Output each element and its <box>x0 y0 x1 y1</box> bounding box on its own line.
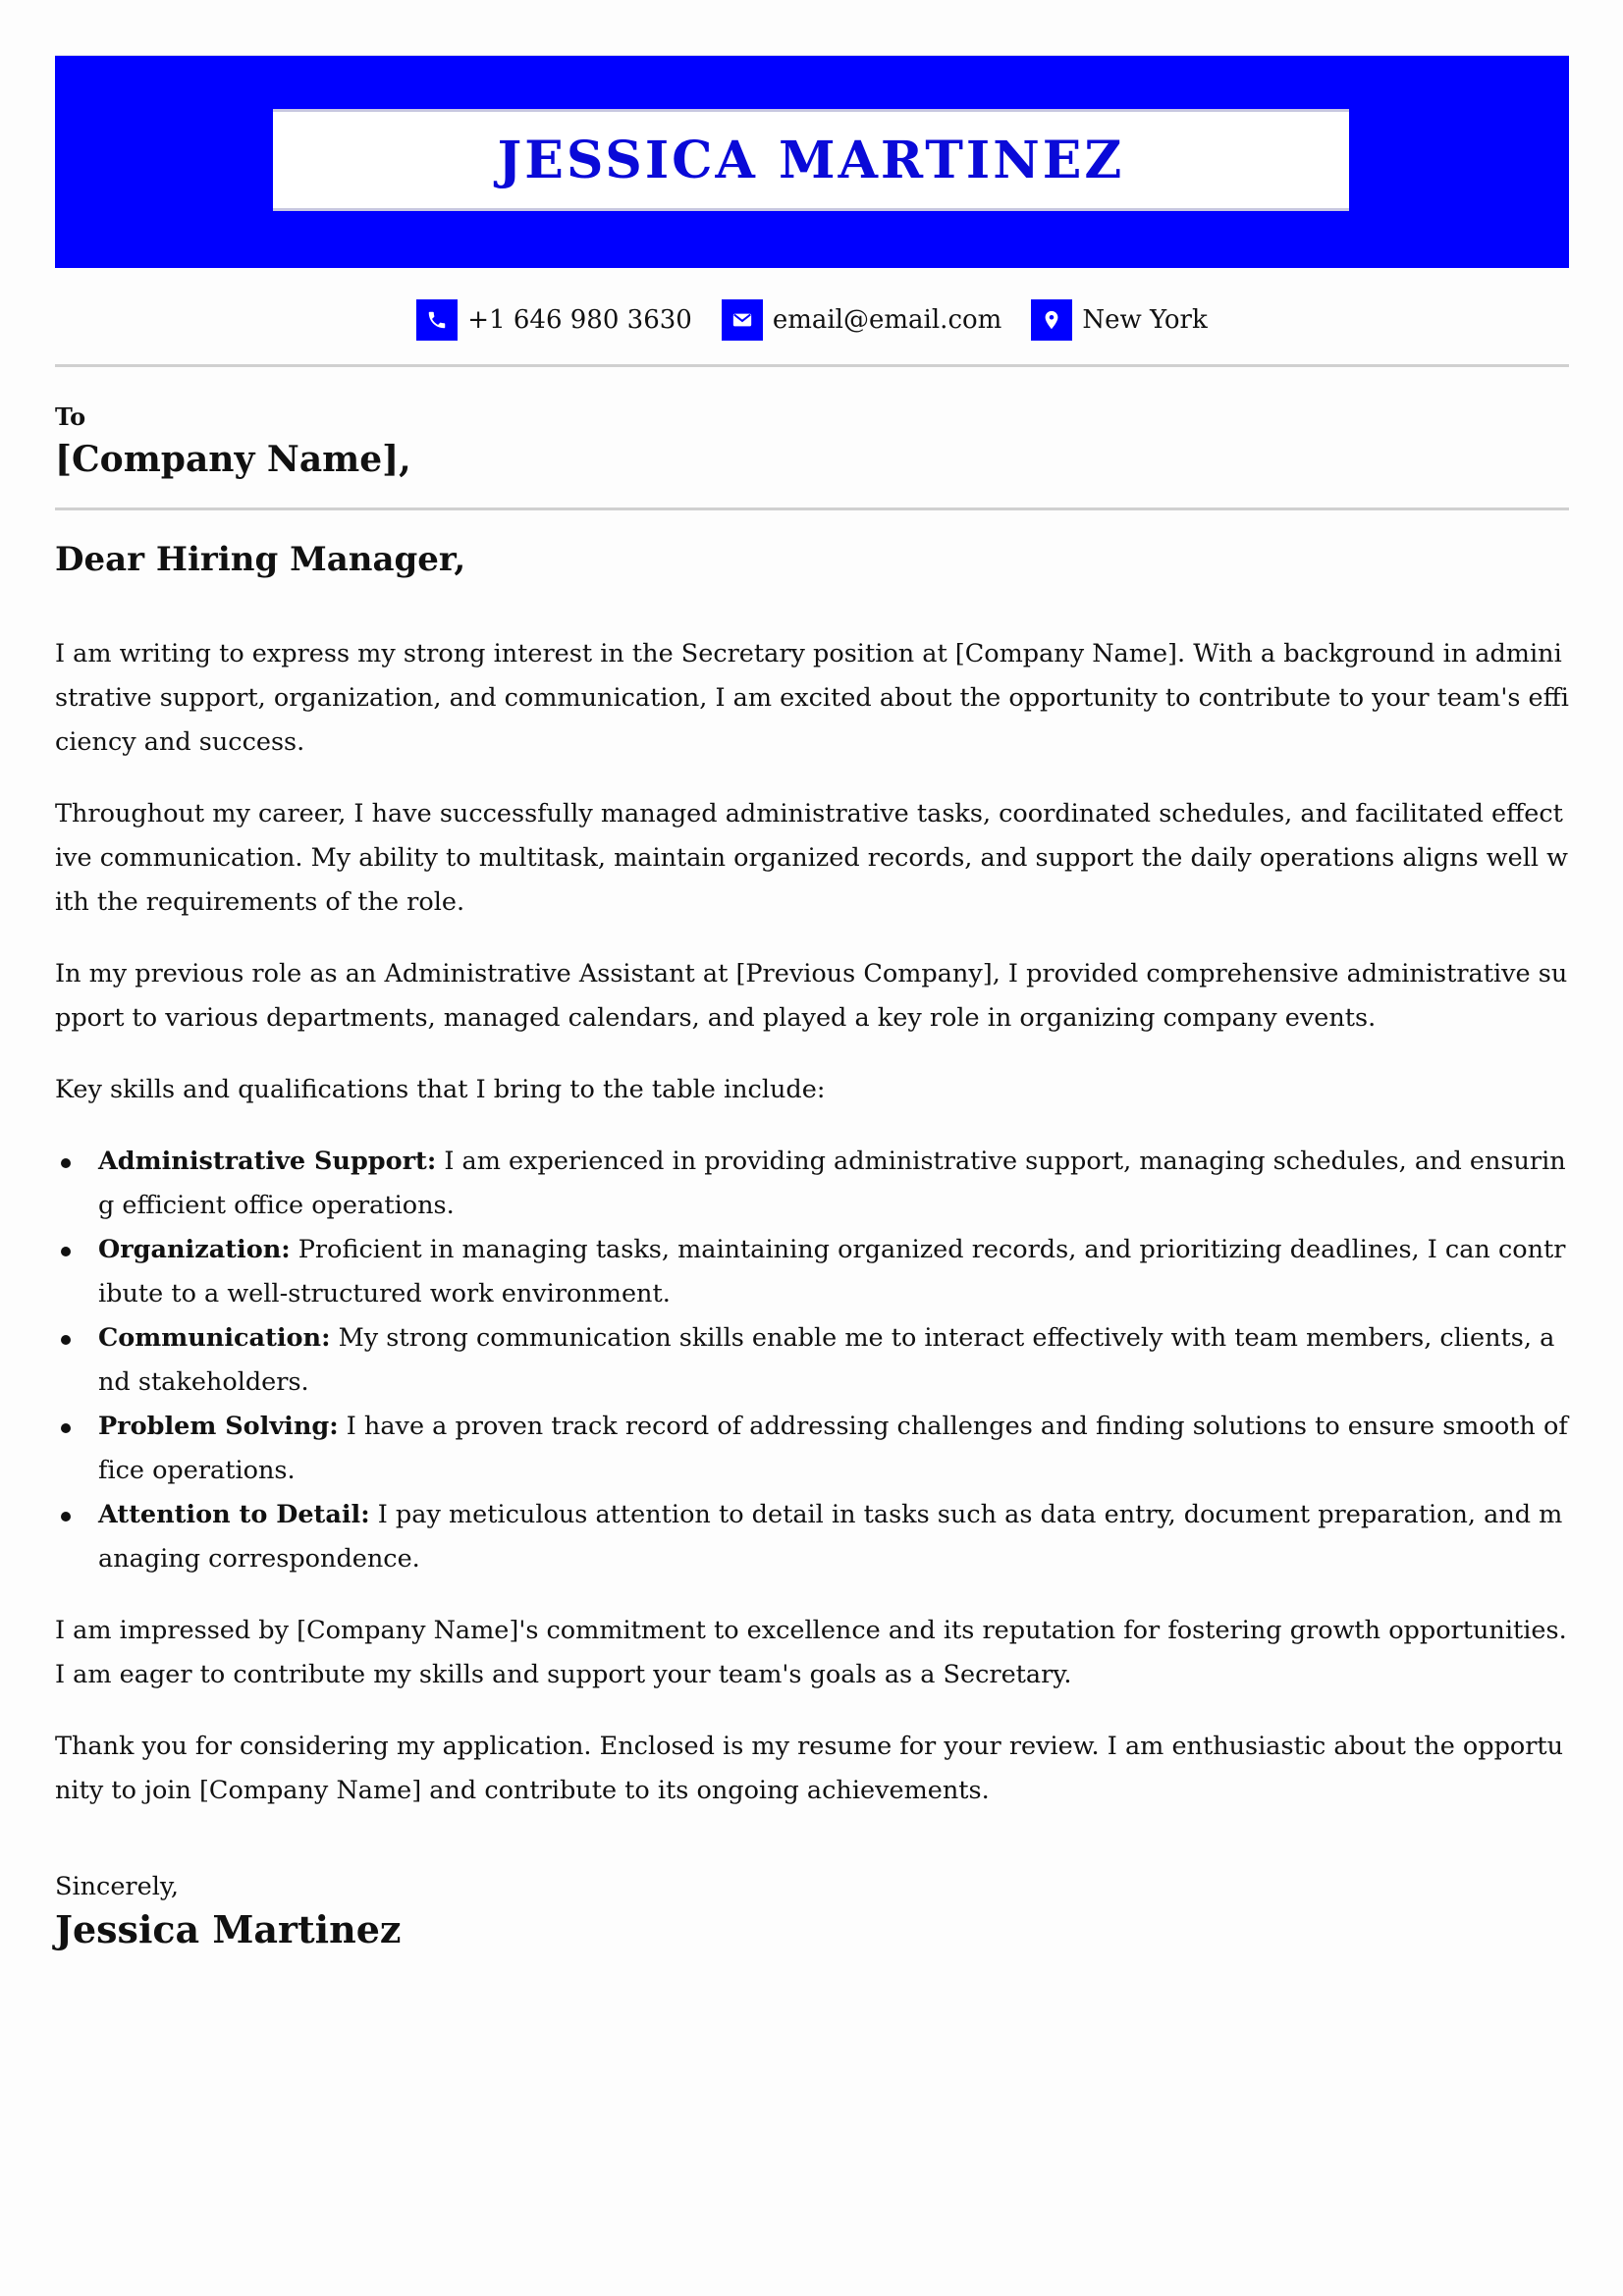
email-text: email@email.com <box>772 305 1002 335</box>
closing: Sincerely, <box>55 1872 179 1901</box>
skill-text: My strong communication skills enable me to interact effectively with team members, clients, and stakeholders. <box>98 1323 1555 1397</box>
skill-text: Proficient in managing tasks, maintaining organized records, and prioritizing deadlines, I can contribute to a well-structured work environment. <box>98 1235 1566 1308</box>
contact-location <box>1031 299 1207 341</box>
header-banner <box>55 55 1569 268</box>
list-item <box>55 1140 1569 1228</box>
list-item <box>55 1405 1569 1493</box>
body-paragraph: Thank you for considering my application. Enclosed is my resume for your review. I am enthusiastic about the opportunity to join [Company Name] and contribute to its ongoing achievements. <box>55 1732 1564 1805</box>
skills-list <box>55 1140 1569 1581</box>
skill-text: I have a proven track record of addressing challenges and finding solutions to ensure smooth office operations. <box>98 1412 1568 1485</box>
skills-intro: Key skills and qualifications that I bring to the table include: <box>55 1075 826 1104</box>
skill-title: Attention to Detail: <box>98 1500 370 1529</box>
contact-row <box>55 276 1569 364</box>
map-pin-icon <box>1031 299 1072 341</box>
skill-title: Communication: <box>98 1323 331 1353</box>
phone-icon <box>416 299 458 341</box>
skill-title: Administrative Support: <box>98 1147 437 1176</box>
divider <box>55 507 1569 510</box>
name-box <box>273 109 1349 211</box>
skill-text: I am experienced in providing administrative support, managing schedules, and ensuring efficient office operations. <box>98 1147 1566 1220</box>
location-text: New York <box>1082 305 1208 335</box>
body-paragraph: Throughout my career, I have successfully managed administrative tasks, coordinated schedules, and facilitated effective communication. My ability to multitask, maintain organized records, and support the daily operations aligns well with the requirements of the role. <box>55 799 1568 917</box>
envelope-icon <box>722 299 763 341</box>
skill-title: Problem Solving: <box>98 1412 339 1441</box>
cover-letter <box>55 55 1569 1951</box>
to-label: To <box>55 402 86 431</box>
list-item <box>55 1493 1569 1581</box>
contact-phone <box>416 299 692 341</box>
list-item <box>55 1228 1569 1316</box>
signature: Jessica Martinez <box>55 1907 402 1951</box>
phone-text: +1 646 980 3630 <box>467 305 692 335</box>
recipient-block <box>55 367 1569 507</box>
salutation: Dear Hiring Manager, <box>55 540 466 579</box>
recipient-company: [Company Name], <box>55 439 411 480</box>
list-item <box>55 1316 1569 1405</box>
body-paragraph: In my previous role as an Administrative Assistant at [Previous Company], I provided comprehensive administrative support to various departments, managed calendars, and played a key role in organizing company events. <box>55 959 1568 1033</box>
body-paragraph: I am impressed by [Company Name]'s commitment to excellence and its reputation for fostering growth opportunities. I am eager to contribute my skills and support your team's goals as a Secretary. <box>55 1616 1567 1689</box>
skill-text: I pay meticulous attention to detail in tasks such as data entry, document preparation, and managing correspondence. <box>98 1500 1563 1574</box>
skill-title: Organization: <box>98 1235 291 1264</box>
contact-email <box>722 299 1001 341</box>
body-paragraph: I am writing to express my strong interest in the Secretary position at [Company Name]. With a background in administrative support, organization, and communication, I am excited about the opportunity to contribute to your team's efficiency and success. <box>55 639 1569 757</box>
applicant-name: JESSICA MARTINEZ <box>497 130 1125 190</box>
